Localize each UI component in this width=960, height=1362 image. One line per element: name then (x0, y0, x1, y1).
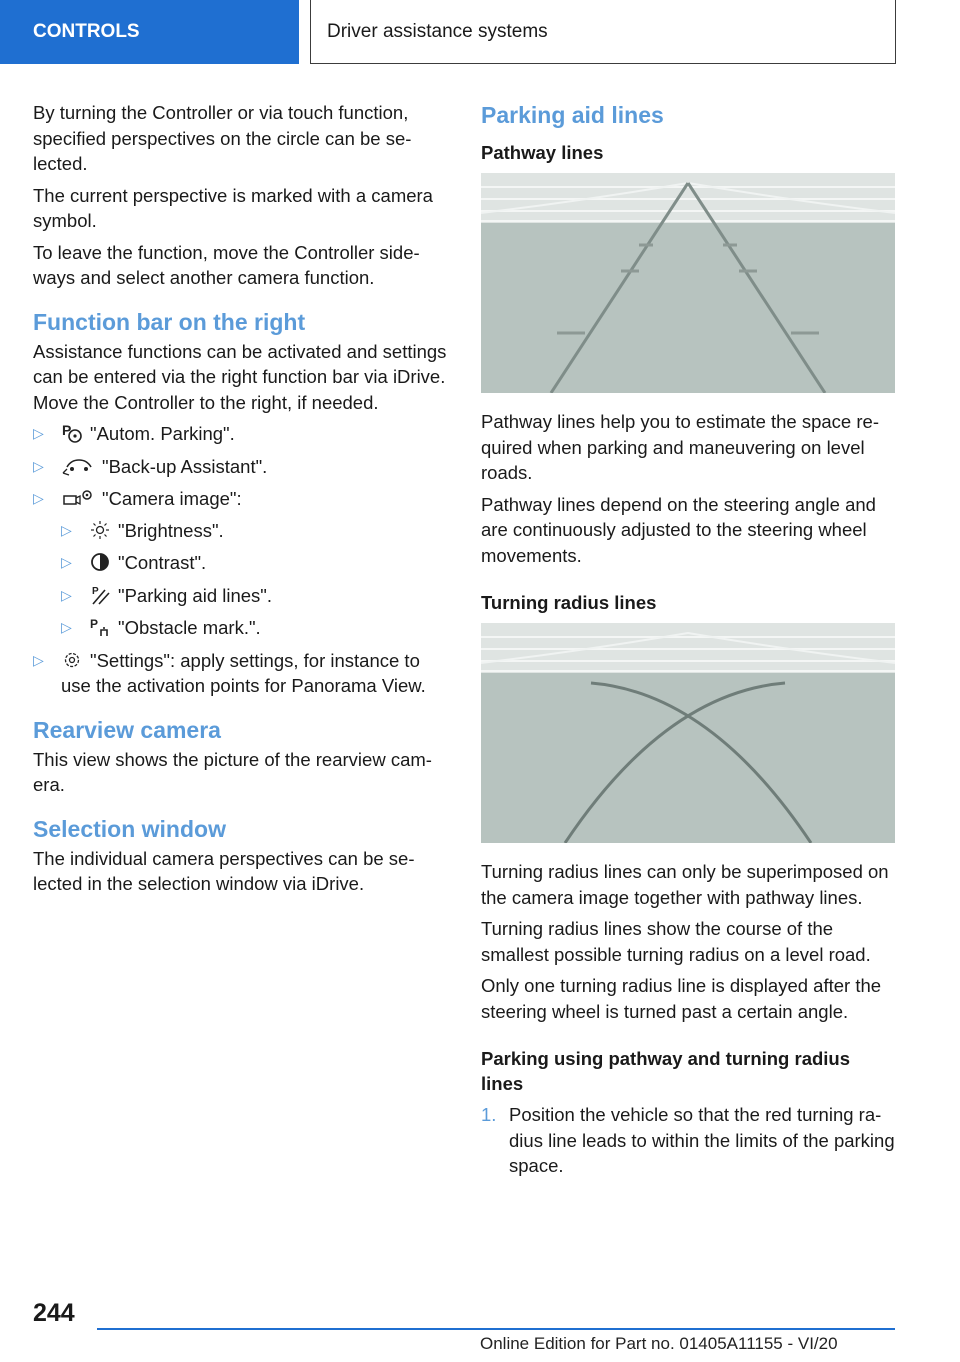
right-column (481, 100, 895, 1179)
auto-parking-icon (61, 422, 83, 444)
chapter-title: Driver assistance systems (327, 20, 548, 42)
contrast-icon (89, 551, 111, 573)
heading-rearview-camera: Rearview camera (33, 716, 221, 743)
triangle-bullet-icon: ▷ (33, 425, 44, 441)
backup-assistant-label: "Back-up Assistant". (102, 455, 268, 477)
list-item (61, 550, 451, 576)
svg-text:P: P (90, 617, 99, 631)
triangle-bullet-icon: ▷ (33, 457, 44, 474)
function-list (33, 421, 451, 699)
step-text: Position the vehicle so that the red turning radius line leads to within the limits of the parking space. (509, 1104, 895, 1176)
list-item (33, 648, 451, 699)
triangle-bullet-icon: ▷ (61, 586, 72, 603)
svg-text:P: P (62, 422, 72, 438)
paragraph-pathway-2: Pathway lines depend on the steering angle and are continuously adjusted to the steering wheel movements. (481, 493, 876, 566)
paragraph-camera-symbol: The current perspective is marked with a camera symbol. (33, 184, 433, 231)
camera-image-sublist (61, 518, 451, 641)
heading-selection-window: Selection window (33, 815, 226, 842)
heading-parking-using-lines: Parking using pathway and turning radius lines (481, 1048, 851, 1094)
backup-assistant-icon (61, 455, 95, 477)
camera-image-label: "Camera image": (102, 488, 242, 509)
list-item (33, 454, 451, 480)
left-column (33, 100, 451, 903)
list-item (61, 583, 451, 609)
obstacle-mark-icon (89, 616, 111, 638)
heading-function-bar: Function bar on the right (33, 308, 306, 335)
list-item (61, 518, 451, 544)
camera-settings-icon (61, 487, 95, 509)
list-item (33, 421, 451, 447)
list-item (33, 486, 451, 641)
triangle-bullet-icon: ▷ (61, 521, 72, 538)
heading-pathway-lines: Pathway lines (481, 142, 604, 163)
brightness-icon (89, 519, 111, 541)
turning-radius-lines-illustration (481, 623, 895, 843)
triangle-bullet-icon: ▷ (61, 619, 72, 635)
steps-list (481, 1102, 895, 1179)
svg-text:P: P (92, 585, 99, 597)
parking-aid-lines-icon (89, 584, 111, 606)
list-item (61, 615, 451, 641)
chapter-tab (310, 0, 896, 64)
paragraph-turning-2: Turning radius lines show the course of the smallest possible turning radius on a level road. (481, 918, 871, 965)
footer-divider (97, 1328, 895, 1330)
contrast-label: "Contrast". (118, 552, 207, 573)
parking-aid-lines-label: "Parking aid lines". (118, 584, 273, 606)
paragraph-pathway-1: Pathway lines help you to estimate the space required when parking and maneuvering on level roads. (481, 411, 879, 483)
pathway-lines-illustration (481, 173, 895, 393)
step-number: 1. (481, 1104, 497, 1125)
heading-parking-aid-lines: Parking aid lines (481, 102, 664, 128)
paragraph-selection-window: The individual camera perspectives can be selected in the selection window via iDrive. (33, 847, 415, 894)
paragraph-function-bar: Assistance functions can be activated and settings can be entered via the right function bar via iDrive. Move the Controller to the right, if needed. (33, 340, 447, 413)
section-tab (0, 0, 299, 64)
paragraph-rearview-camera: This view shows the picture of the rearview camera. (33, 748, 432, 795)
paragraph-leave-function: To leave the function, move the Controller sideways and select another camera function. (33, 241, 420, 288)
paragraph-turning-3: Only one turning radius line is displayed after the steering wheel is turned past a certain angle. (481, 975, 882, 1022)
section-title: CONTROLS (33, 21, 140, 42)
list-item (481, 1102, 895, 1179)
page-number: 244 (33, 1299, 75, 1327)
brightness-label: "Brightness". (118, 519, 224, 541)
heading-turning-radius-lines: Turning radius lines (481, 592, 657, 613)
gear-icon (61, 649, 83, 671)
triangle-bullet-icon: ▷ (61, 554, 72, 570)
triangle-bullet-icon: ▷ (33, 651, 44, 668)
obstacle-mark-label: "Obstacle mark.". (118, 617, 261, 638)
edition-note: Online Edition for Part no. 01405A11155 - VI/20 (480, 1334, 838, 1353)
paragraph-controller: By turning the Controller or via touch function, specified perspectives on the circle can be selected. (33, 102, 412, 174)
paragraph-turning-1: Turning radius lines can only be superimposed on the camera image together with pathway lines. (481, 861, 889, 908)
auto-parking-label: "Autom. Parking". (90, 423, 235, 444)
settings-label: "Settings": apply settings, for instance to use the activation points for Panorama View. (61, 649, 426, 696)
triangle-bullet-icon: ▷ (33, 490, 44, 506)
